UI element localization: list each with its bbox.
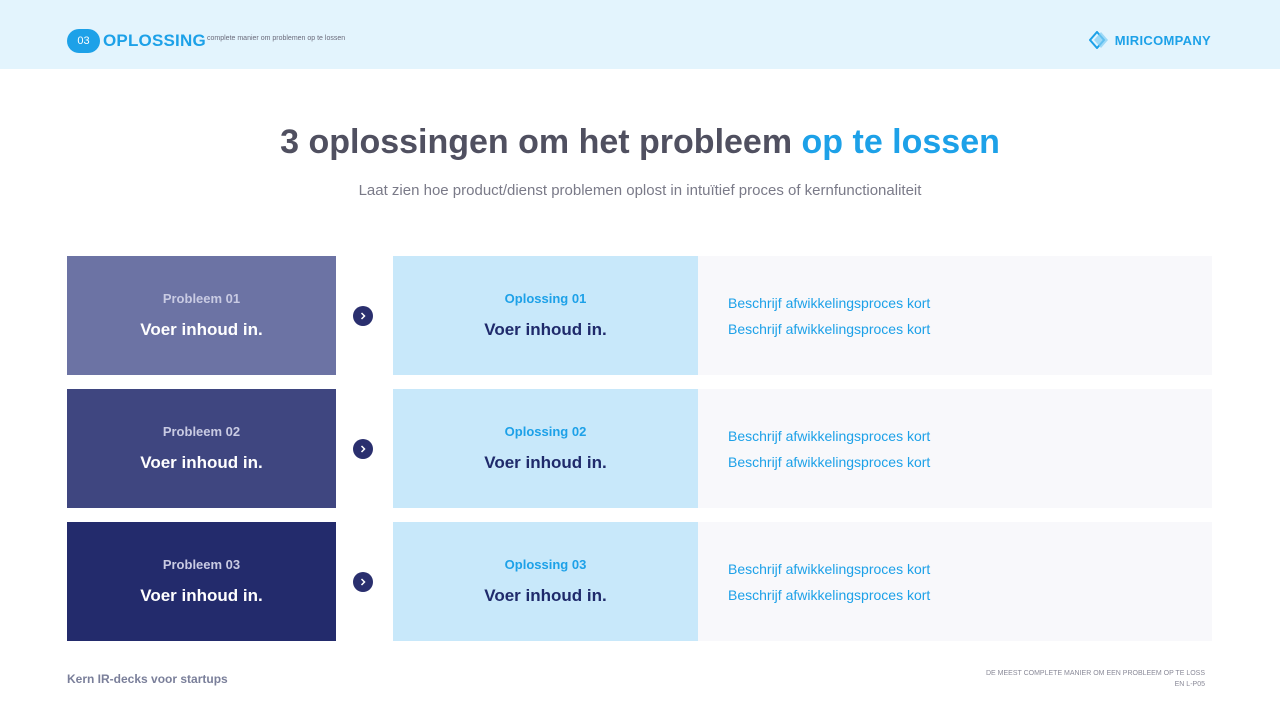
footer-line-1: DE MEEST COMPLETE MANIER OM EEN PROBLEEM OP TE LOSS (986, 670, 1205, 677)
title-main: 3 oplossingen om het probleem (280, 123, 802, 161)
problem-value: Voer inhoud in. (140, 453, 263, 472)
description-line: Beschrijf afwikkelingsproces kort (728, 453, 931, 470)
problem-label: Probleem 03 (162, 557, 241, 572)
description-line: Beschrijf afwikkelingsproces kort (728, 294, 931, 311)
brand-logo (1089, 31, 1211, 49)
chevron-right-icon (353, 439, 373, 459)
page-title (0, 123, 1280, 162)
problem-card-1 (67, 256, 336, 375)
description-panel-1 (698, 256, 1212, 375)
solution-card-1 (393, 256, 698, 375)
problem-card-3 (67, 522, 336, 641)
chevron-right-icon (353, 306, 373, 326)
description-line: Beschrijf afwikkelingsproces kort (728, 320, 931, 337)
footer-page-code (986, 668, 1205, 690)
brand-name: MIRICOMPANY (1114, 32, 1211, 48)
section-title: OPLOSSING (103, 31, 206, 50)
solution-card-3 (393, 522, 698, 641)
section-number-badge: 03 (67, 29, 100, 53)
solution-row-1 (67, 256, 1212, 375)
solution-value: Voer inhoud in. (484, 320, 607, 339)
solution-label: Oplossing 02 (504, 424, 587, 439)
description-line: Beschrijf afwikkelingsproces kort (728, 560, 931, 577)
solution-value: Voer inhoud in. (484, 453, 607, 472)
footer-line-2: EN L-P05 (1174, 681, 1205, 688)
problem-card-2 (67, 389, 336, 508)
problem-label: Probleem 01 (162, 291, 241, 306)
solution-value: Voer inhoud in. (484, 586, 607, 605)
description-line: Beschrijf afwikkelingsproces kort (728, 427, 931, 444)
header-bar (0, 0, 1280, 69)
problem-value: Voer inhoud in. (140, 320, 263, 339)
section-subtitle: complete manier om problemen op te lossen (207, 35, 346, 42)
solution-label: Oplossing 03 (504, 557, 587, 572)
description-panel-3 (698, 522, 1212, 641)
problem-label: Probleem 02 (162, 424, 241, 439)
page-subtitle: Laat zien hoe product/dienst problemen oplost in intuïtief proces of kernfunctionaliteit (358, 182, 922, 199)
solution-row-2 (67, 389, 1212, 508)
footer-deck-name: Kern IR-decks voor startups (67, 672, 228, 686)
chevron-right-icon (353, 572, 373, 592)
diamond-logo-icon (1089, 31, 1109, 49)
description-line: Beschrijf afwikkelingsproces kort (728, 586, 931, 603)
title-accent: op te lossen (801, 123, 1000, 161)
description-panel-2 (698, 389, 1212, 508)
solution-label: Oplossing 01 (504, 291, 587, 306)
solution-card-2 (393, 389, 698, 508)
problem-value: Voer inhoud in. (140, 586, 263, 605)
solution-row-3 (67, 522, 1212, 641)
